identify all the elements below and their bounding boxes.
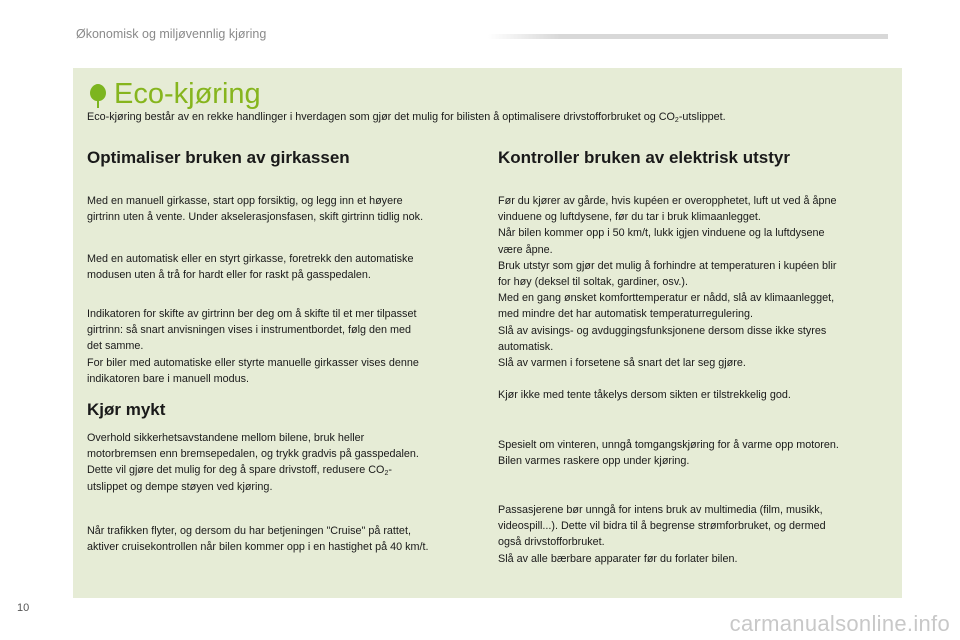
eco-driving-panel (73, 68, 902, 598)
tree-leaf-icon (87, 83, 109, 109)
electrical-paragraph-1: Før du kjører av gårde, hvis kupéen er overopphetet, luft ut ved å åpne vinduene og luftdysene, før du tar i bruk klimaanlegget. Når bilen kommer opp i 50 km/t, lukk igjen vinduene og la luftdysene være åpne. Bruk utstyr som gjør det mulig å forhindre at temperaturen i kupéen blir for høy (deksel til soltak, gardiner, osv.). Med en gang ønsket komforttemperatur er nådd, slå av klimaanlegget, med mindre det har automatisk temperaturregulering. Slå av avisings- og avduggingsfunksjonene dersom disse ikke styres automatisk. Slå av varmen i forsetene så snart det lar seg gjøre. (498, 195, 837, 370)
header-divider (488, 34, 888, 39)
section-title: Økonomisk og miljøvennlig kjøring (76, 27, 267, 41)
smooth-paragraph-1: Overhold sikkerhetsavstandene mellom bilene, bruk heller motorbremsen enn bremsepedalen, og trykk gradvis på gasspedalen. Dette vil gjøre det mulig for deg å spare drivstoff, redusere $CO_2-$ utslippet og dempe støyen ved kjøring. (87, 432, 419, 493)
watermark: carmanualsonline.info (729, 611, 950, 636)
gearbox-paragraph-3: Indikatoren for skifte av girtrinn ber deg om å skifte til et mer tilpasset girtrinn: så snart anvisningen vises i instrumentbordet, følg den med det samme. For biler med automatiske eller styrte manuelle girkasser vises denne indikatoren bare i manuell modus. (87, 308, 419, 385)
smooth-driving-heading: Kjør mykt (87, 400, 166, 419)
electrical-paragraph-3: Spesielt om vinteren, unngå tomgangskjøring for å varme opp motoren. Bilen varmes raskere opp under kjøring. (498, 439, 839, 468)
smooth-paragraph-2: Når trafikken flyter, og dersom du har betjeningen "Cruise" på rattet, aktiver cruisekontrollen når bilen kommer opp i en hastighet på 40 km/t. (87, 525, 429, 554)
electrical-heading: Kontroller bruken av elektrisk utstyr (498, 148, 790, 167)
eco-title: Eco-kjøring (114, 78, 261, 110)
eco-intro: Eco-kjøring består av en rekke handlinger i hverdagen som gjør det mulig for bilisten å optimalisere drivstofforbruket og $CO_2$-utslippet. (87, 111, 726, 124)
gearbox-paragraph-1: Med en manuell girkasse, start opp forsiktig, og legg inn et høyere girtrinn uten å vente. Under akselerasjonsfasen, skift girtrinn tidlig nok. (87, 195, 424, 224)
page-number: 10 (17, 602, 30, 614)
electrical-paragraph-2: Kjør ikke med tente tåkelys dersom sikten er tilstrekkelig god. (498, 389, 791, 401)
electrical-paragraph-4: Passasjerene bør unngå for intens bruk av multimedia (film, musikk, videospill...). Dette vil bidra til å begrense strømforbruket, og dermed også drivstofforbruket. Slå av alle bærbare apparater før du forlater bilen. (498, 504, 826, 565)
gearbox-paragraph-2: Med en automatisk eller en styrt girkasse, foretrekk den automatiske modusen uten å trå for hardt eller for raskt på gasspedalen. (87, 253, 414, 282)
gearbox-heading: Optimaliser bruken av girkassen (87, 148, 350, 167)
